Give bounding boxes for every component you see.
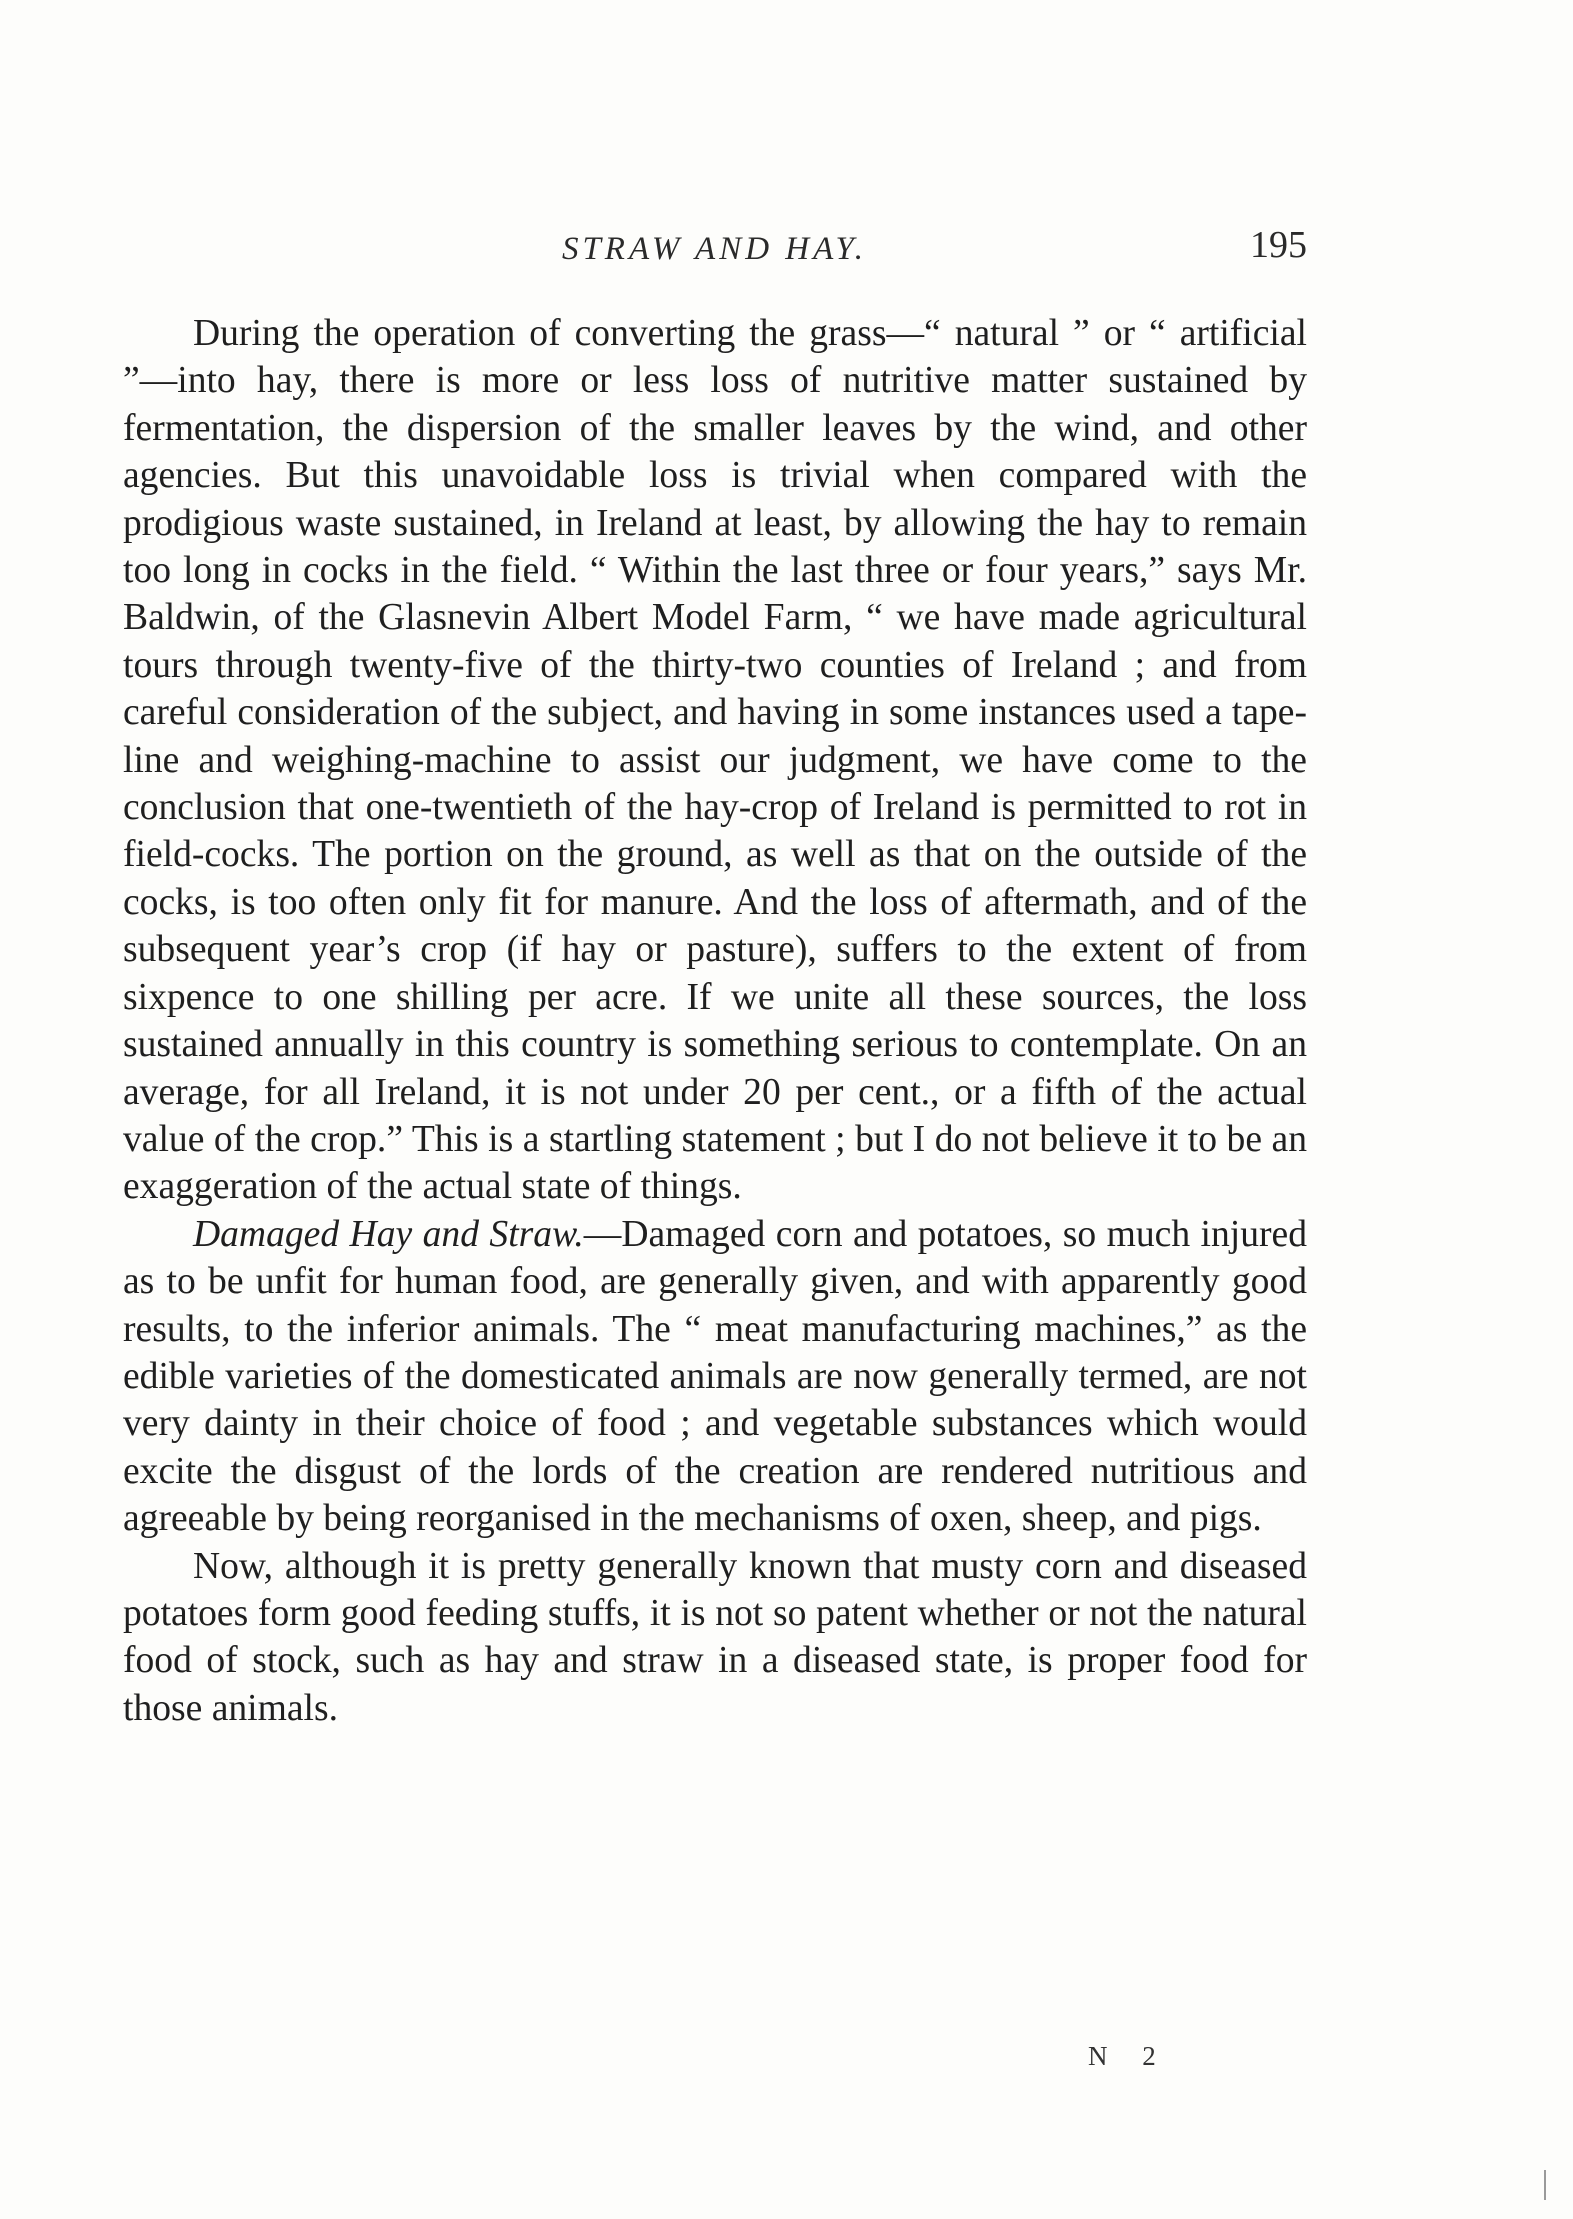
running-head [122,223,1307,283]
paragraph-text: During the operation of converting the grass—“ natural ” or “ artificial ”—into hay, there is more or less loss of nutritive matter sustained by fermentation, the dispersion of the smaller leaves by the wind, and other agencies. But this unavoidable loss is trivial when compared with the prodigious waste sustained, in Ireland at least, by allowing the hay to remain too long in cocks in the field. “ Within the last three or four years,” says Mr. Baldwin, of the Glasnevin Albert Model Farm, “ we have made agricultural tours through twenty-five of the thirty-two counties of Ireland ; and from careful consideration of the subject, and having in some instances used a tape-line and weighing-machine to assist our judgment, we have come to the conclusion that one-twentieth of the hay-crop of Ireland is permitted to rot in field-cocks. The portion on the ground, as well as that on the outside of the cocks, is too often only fit for manure. And the loss of aftermath, and of the subsequent year’s crop (if hay or pasture), suffers to the extent of from sixpence to one shilling per acre. If we unite all these sources, the loss sustained annually in this country is something serious to contemplate. On an average, for all Ireland, it is not under 20 per cent., or a fifth of the actual value of the crop.” This is a startling statement ; but I do not believe it to be an exaggeration of the actual state of things. [123,313,1307,1208]
body-text [123,310,1307,1732]
paragraph-text: Now, although it is pretty generally known that musty corn and diseased potatoes form good feeding stuffs, it is not so patent whether or not the natural food of stock, such as hay and straw in a diseased state, is proper food for those animals. [123,1545,1307,1729]
paragraph-text: —Damaged corn and potatoes, so much injured as to be unfit for human food, are generally given, and with apparently good results, to the inferior animals. The “ meat manufacturing machines,” as the edible varieties of the domesticated animals are now generally termed, are not very dainty in their choice of food ; and vegetable substances which would excite the disgust of the lords of the creation are rendered nutritious and agreeable by being reorganised in the mechanisms of oxen, sheep, and pigs. [123,1213,1307,1540]
page-number: 195 [1250,224,1307,266]
paragraph [123,310,1307,1211]
scan-edge-mark [1544,2170,1546,2200]
paragraph [123,1211,1307,1543]
paragraph [123,1543,1307,1733]
signature-mark: N 2 [1088,2041,1170,2071]
running-title: STRAW AND HAY. [561,231,868,267]
section-heading: Damaged Hay and Straw. [193,1213,584,1255]
